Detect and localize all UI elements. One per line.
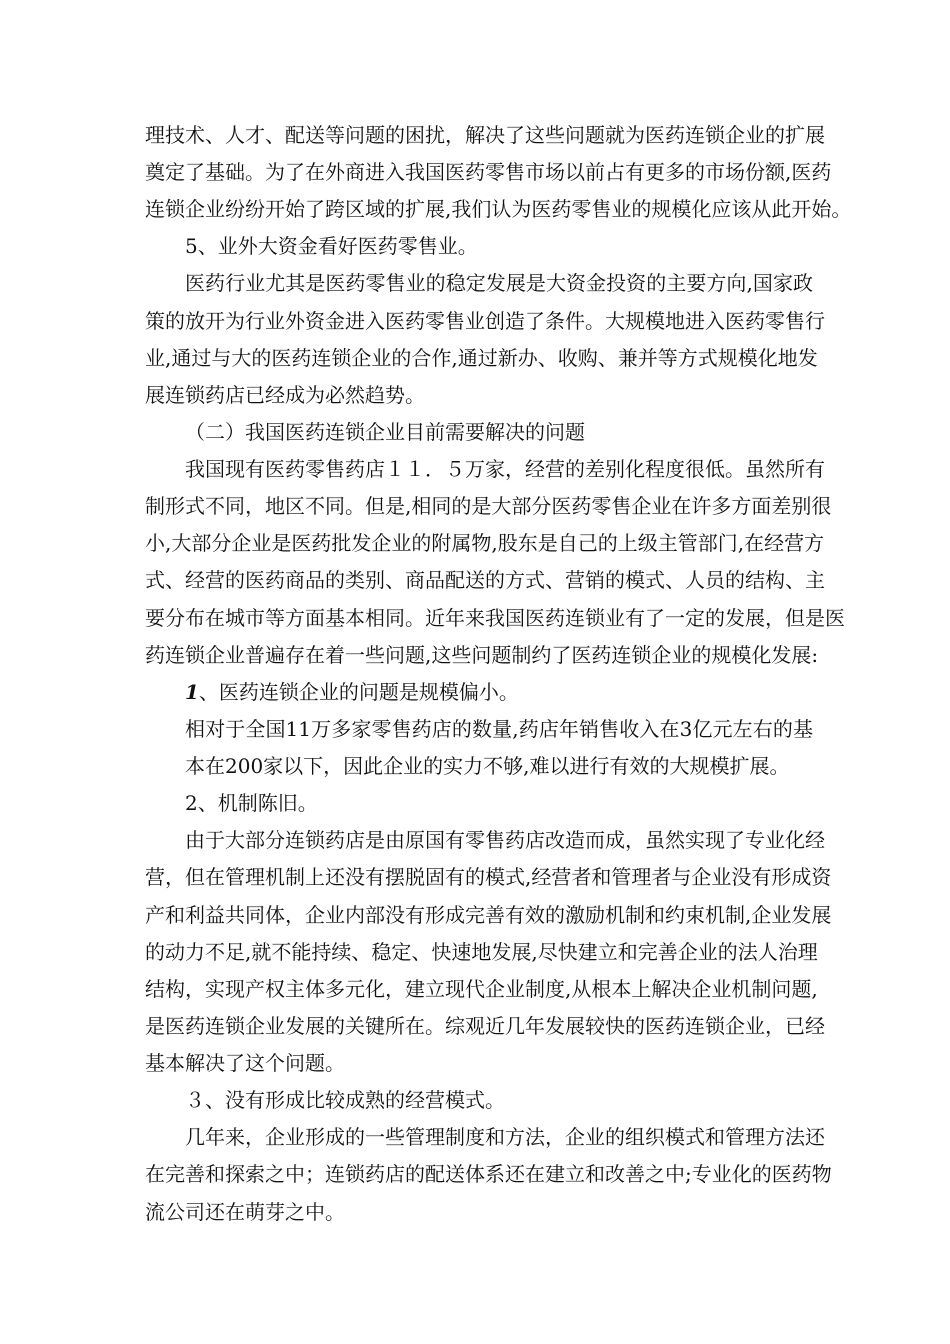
text-line: 流公司还在萌芽之中。 bbox=[145, 1200, 345, 1224]
item-number: 1 bbox=[185, 680, 199, 704]
text-line: 几年来，企业形成的一些管理制度和方法，企业的组织模式和管理方法还 bbox=[185, 1125, 825, 1149]
text-line: 是医药连锁企业发展的关键所在。综观近几年发展较快的医药连锁企业，已经 bbox=[145, 1014, 825, 1038]
text-line: 基本解决了这个问题。 bbox=[145, 1051, 345, 1075]
item-text: 医药连锁企业的问题是规模偏小。 bbox=[218, 680, 519, 704]
section-heading: ３、没有形成比较成熟的经营模式。 bbox=[185, 1088, 505, 1112]
text-line: 营，但在管理机制上还没有摆脱固有的模式,经营者和管理者与企业没有形成资 bbox=[145, 865, 832, 889]
text-line: 式、经营的医药商品的类别、商品配送的方式、营销的模式、人员的结构、主 bbox=[145, 568, 825, 592]
section-heading bbox=[185, 679, 519, 705]
section-heading: 2、机制陈旧。 bbox=[185, 791, 318, 815]
text-line: 的动力不足,就不能持续、稳定、快速地发展,尽快建立和完善企业的法人治理 bbox=[145, 940, 818, 964]
text-line: 由于大部分连锁药店是由原国有零售药店改造而成，虽然实现了专业化经 bbox=[185, 828, 825, 852]
text-line: 本在200家以下，因此企业的实力不够,难以进行有效的大规模扩展。 bbox=[185, 754, 790, 778]
section-heading: 5、业外大资金看好医药零售业。 bbox=[185, 234, 478, 258]
text-line: 制形式不同，地区不同。但是,相同的是大部分医药零售企业在许多方面差别很 bbox=[145, 494, 832, 518]
text-line: 理技术、人才、配送等问题的困扰，解决了这些问题就为医药连锁企业的扩展 bbox=[145, 123, 825, 147]
text-line: 医药行业尤其是医药零售业的稳定发展是大资金投资的主要方向,国家政 bbox=[185, 271, 813, 295]
text-line: 连锁企业纷纷开始了跨区域的扩展,我们认为医药零售业的规模化应该从此开始。 bbox=[145, 197, 852, 221]
text-line: 我国现有医药零售药店１１．５万家，经营的差别化程度很低。虽然所有 bbox=[185, 457, 825, 481]
text-line: 小,大部分企业是医药批发企业的附属物,股东是自己的上级主管部门,在经营方 bbox=[145, 531, 825, 555]
section-heading: （二）我国医药连锁企业目前需要解决的问题 bbox=[185, 420, 585, 444]
text-line: 产和利益共同体，企业内部没有形成完善有效的激励机制和约束机制,企业发展 bbox=[145, 903, 832, 927]
text-line: 结构，实现产权主体多元化，建立现代企业制度,从根本上解决企业机制问题, bbox=[145, 977, 818, 1001]
text-line: 业,通过与大的医药连锁企业的合作,通过新办、收购、兼并等方式规模化地发 bbox=[145, 346, 818, 370]
text-line: 在完善和探索之中；连锁药店的配送体系还在建立和改善之中;专业化的医药物 bbox=[145, 1162, 832, 1186]
text-line: 策的放开为行业外资金进入医药零售业创造了条件。大规模地进入医药零售行 bbox=[145, 309, 825, 333]
text-line: 药连锁企业普遍存在着一些问题,这些问题制约了医药连锁企业的规模化发展: bbox=[145, 643, 819, 667]
text-line: 展连锁药店已经成为必然趋势。 bbox=[145, 383, 425, 407]
item-separator: 、 bbox=[198, 680, 219, 704]
text-line: 奠定了基础。为了在外商进入我国医药零售市场以前占有更多的市场份额,医药 bbox=[145, 160, 832, 184]
text-line: 要分布在城市等方面基本相同。近年来我国医药连锁业有了一定的发展，但是医 bbox=[145, 606, 845, 630]
text-line: 相对于全国11万多家零售药店的数量,药店年销售收入在3亿元左右的基 bbox=[185, 717, 813, 741]
